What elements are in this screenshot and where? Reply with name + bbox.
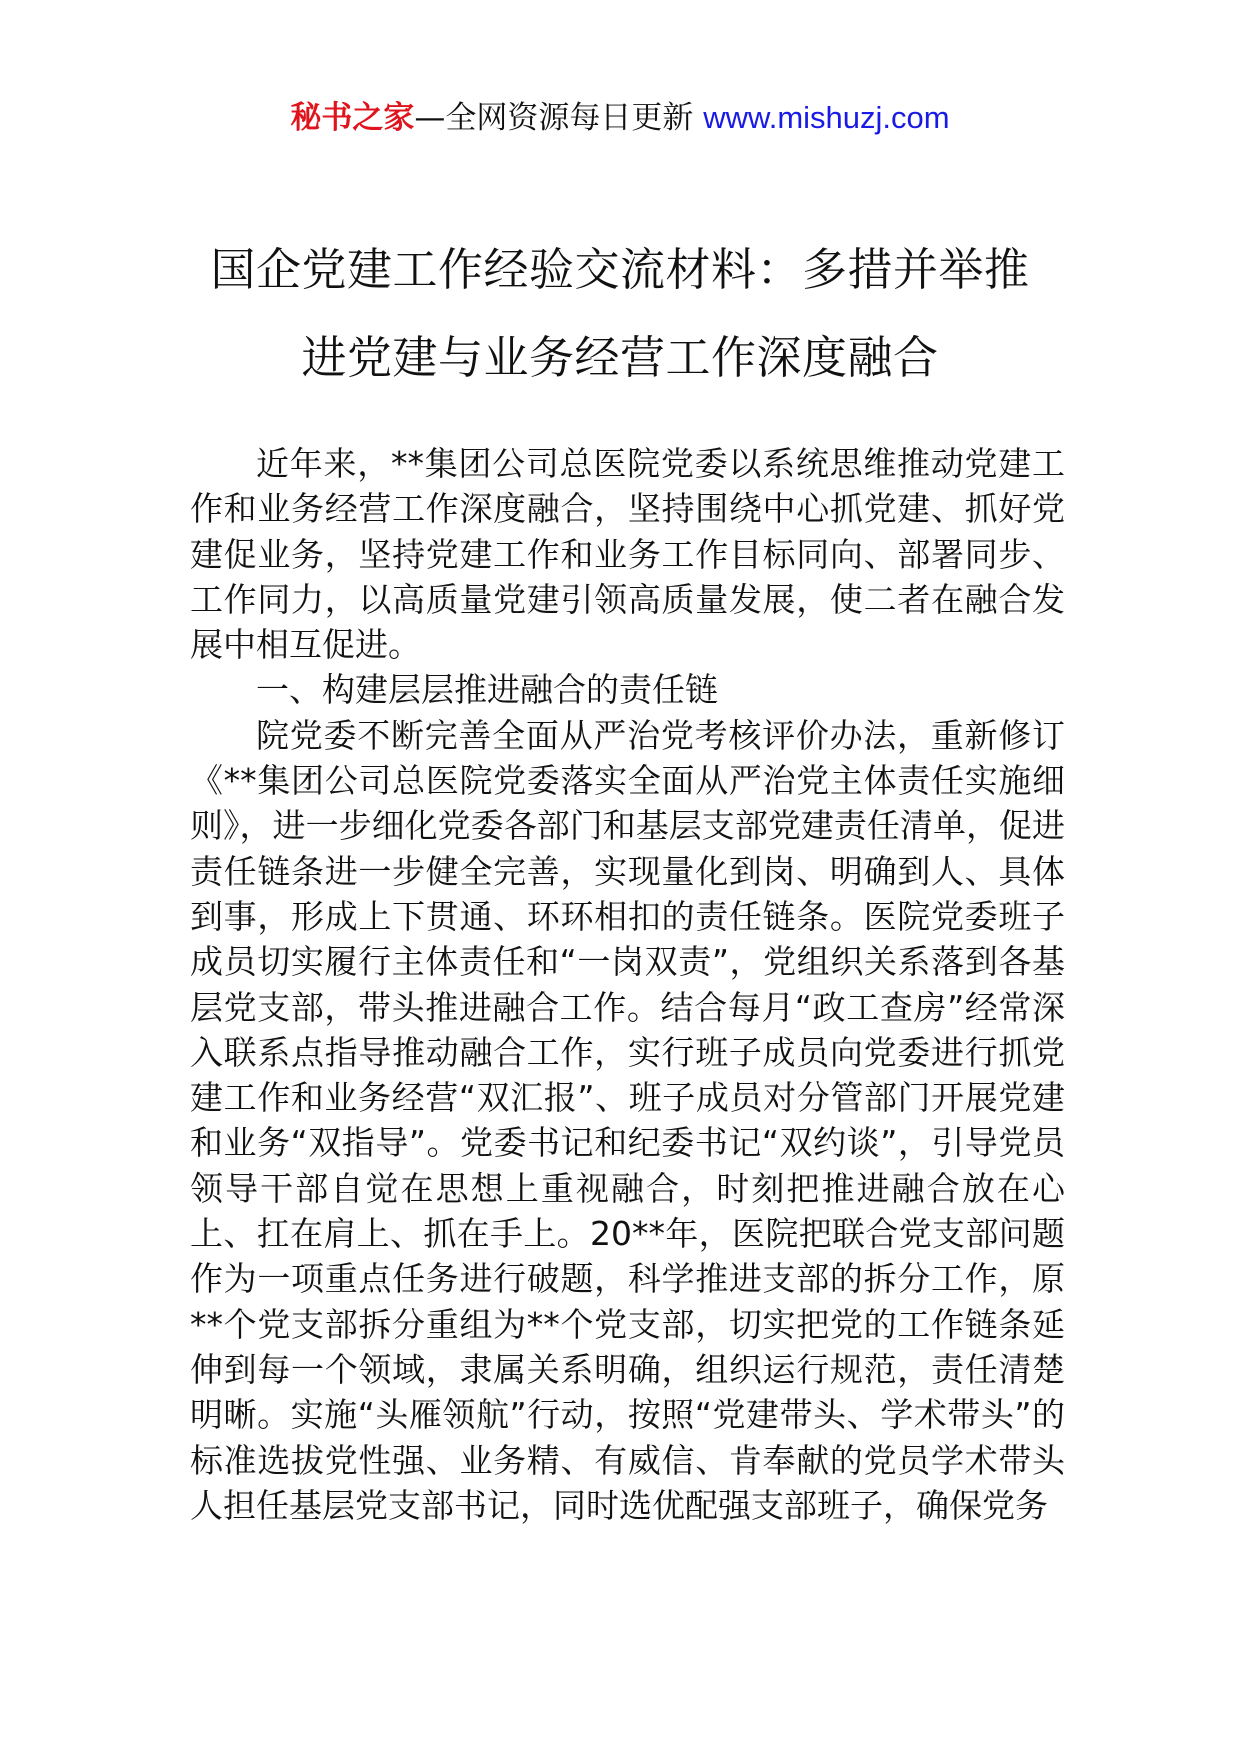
- title-line-1: 国企党建工作经验交流材料：多措并举推: [210, 243, 1030, 296]
- site-url-link[interactable]: www.mishuzj.com: [703, 100, 950, 135]
- title-line-2: 进党建与业务经营工作深度融合: [301, 331, 939, 384]
- section-heading-1: 一、构建层层推进融合的责任链: [256, 670, 718, 710]
- document-title: [0, 226, 1240, 402]
- document-body: [190, 441, 1065, 1528]
- site-tagline: —全网资源每日更新: [414, 100, 694, 136]
- section-1-paragraph: 院党委不断完善全面从严治党考核评价办法，重新修订《**集团公司总医院党委落实全面从严治党主体责任实施细则》，进一步细化党委各部门和基层支部党建责任清单，促进责任链条进一步健全完善，实现量化到岗、明确到人、具体到事，形成上下贯通、环环相扣的责任链条。医院党委班子成员切实履行主体责任和“一岗双责”，党组织关系落到各基层党支部，带头推进融合工作。结合每月“政工查房”经常深入联系点指导推动融合工作，实行班子成员向党委进行抓党建工作和业务经营“双汇报”、班子成员对分管部门开展党建和业务“双指导”。党委书记和纪委书记“双约谈”，引导党员领导干部自觉在思想上重视融合，时刻把推进融合放在心上、扛在肩上、抓在手上。20**年，医院把联合党支部问题作为一项重点任务进行破题，科学推进支部的拆分工作，原**个党支部拆分重组为**个党支部，切实把党的工作链条延伸到每一个领域，隶属关系明确，组织运行规范，责任清楚明晰。实施“头雁领航”行动，按照“党建带头、学术带头”的标准选拔党性强、业务精、有威信、肯奉献的党员学术带头人担任基层党支部书记，同时选优配强支部班子，确保党务: [190, 715, 1065, 1525]
- intro-paragraph: 近年来，**集团公司总医院党委以系统思维推动党建工作和业务经营工作深度融合，坚持围绕中心抓党建、抓好党建促业务，坚持党建工作和业务工作目标同向、部署同步、工作同力，以高质量党建引领高质量发展，使二者在融合发展中相互促进。: [190, 444, 1065, 665]
- site-header: [0, 98, 1240, 138]
- site-brand: 秘书之家: [290, 100, 415, 136]
